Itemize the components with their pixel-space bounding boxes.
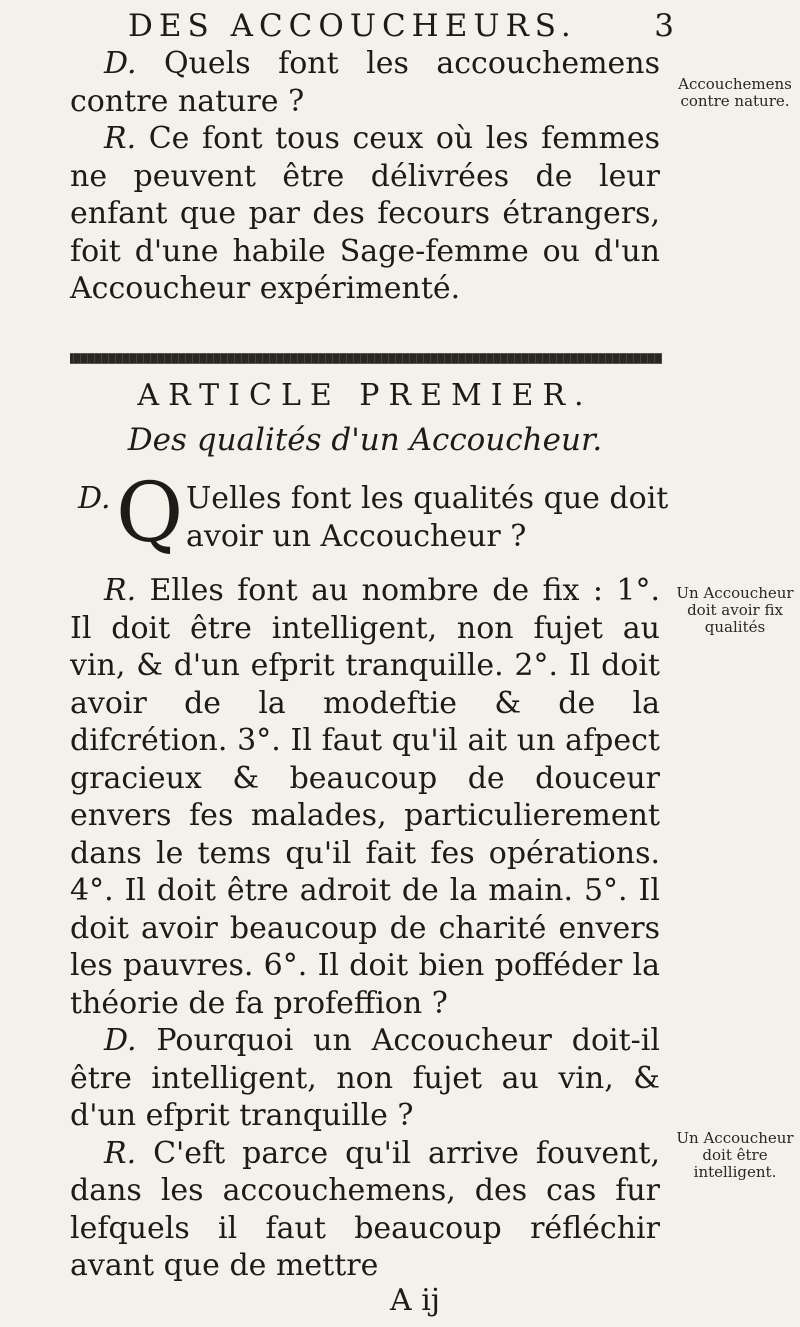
question-paragraph bbox=[70, 1022, 660, 1135]
article-subtitle: Des qualités d'un Accoucheur. bbox=[127, 422, 603, 458]
answer-paragraph bbox=[70, 572, 660, 1022]
question-paragraph bbox=[70, 45, 660, 120]
running-head bbox=[128, 8, 674, 44]
running-head-title: DES ACCOUCHEURS. bbox=[128, 8, 577, 44]
drop-cap: Q bbox=[116, 466, 184, 561]
question-text: Pourquoi un Accoucheur doit-il être intelligent, non fujet au vin, & d'un efprit tranquille ? bbox=[70, 1023, 660, 1133]
question-text: Quels font les accouchemens contre nature ? bbox=[70, 46, 660, 119]
page-number: 3 bbox=[654, 8, 674, 44]
answer-text: Ce font tous ceux où les femmes ne peuvent être délivrées de leur enfant que par des fecours étrangers, foit d'une habile Sage-femme ou d'un Accoucheur expérimenté. bbox=[70, 121, 660, 306]
answer-label: R. bbox=[104, 121, 137, 156]
answer-paragraph bbox=[70, 1135, 660, 1285]
answer-label: R. bbox=[104, 573, 137, 608]
main-text-block bbox=[70, 572, 660, 1285]
question-line-1: Uelles font les qualités que doit bbox=[186, 481, 669, 516]
margin-note: Accouchemens contre nature. bbox=[678, 75, 792, 110]
answer-text: C'eft parce qu'il arrive fouvent, dans les accouchemens, des cas fur lefquels il faut beaucoup réfléchir avant que de mettre bbox=[70, 1135, 660, 1283]
question-label: D. bbox=[78, 481, 111, 516]
intro-block bbox=[70, 45, 660, 308]
answer-paragraph bbox=[70, 120, 660, 308]
answer-text: Elles font au nombre de fix : 1°. Il doit être intelligent, non fujet au vin, & d'un efprit tranquille. 2°. Il doit avoir de la modeftie & de la difcrétion. 3°. Il faut qu'il ait un afpect gracieux & beaucoup de douceur envers fes malades, particulierement dans le tems qu'il fait fes opérations. 4°. Il doit être adroit de la main. 5°. Il doit avoir beaucoup de charité envers les pauvres. 6°. Il doit bien pofféder la théorie de fa profeffion ? bbox=[70, 573, 660, 1021]
answer-label: R. bbox=[104, 1135, 137, 1171]
ornamental-rule bbox=[70, 353, 662, 364]
article-title: ARTICLE PREMIER. bbox=[137, 378, 593, 413]
question-label: D. bbox=[104, 1023, 137, 1058]
question-line-2: avoir un Accoucheur ? bbox=[186, 519, 527, 554]
margin-note: Un Accoucheur doit être intelligent. bbox=[676, 1129, 794, 1181]
question-label: D. bbox=[104, 46, 137, 81]
signature-mark: A ij bbox=[390, 1283, 441, 1318]
margin-note: Un Accoucheur doit avoir fix qualités bbox=[676, 584, 794, 636]
